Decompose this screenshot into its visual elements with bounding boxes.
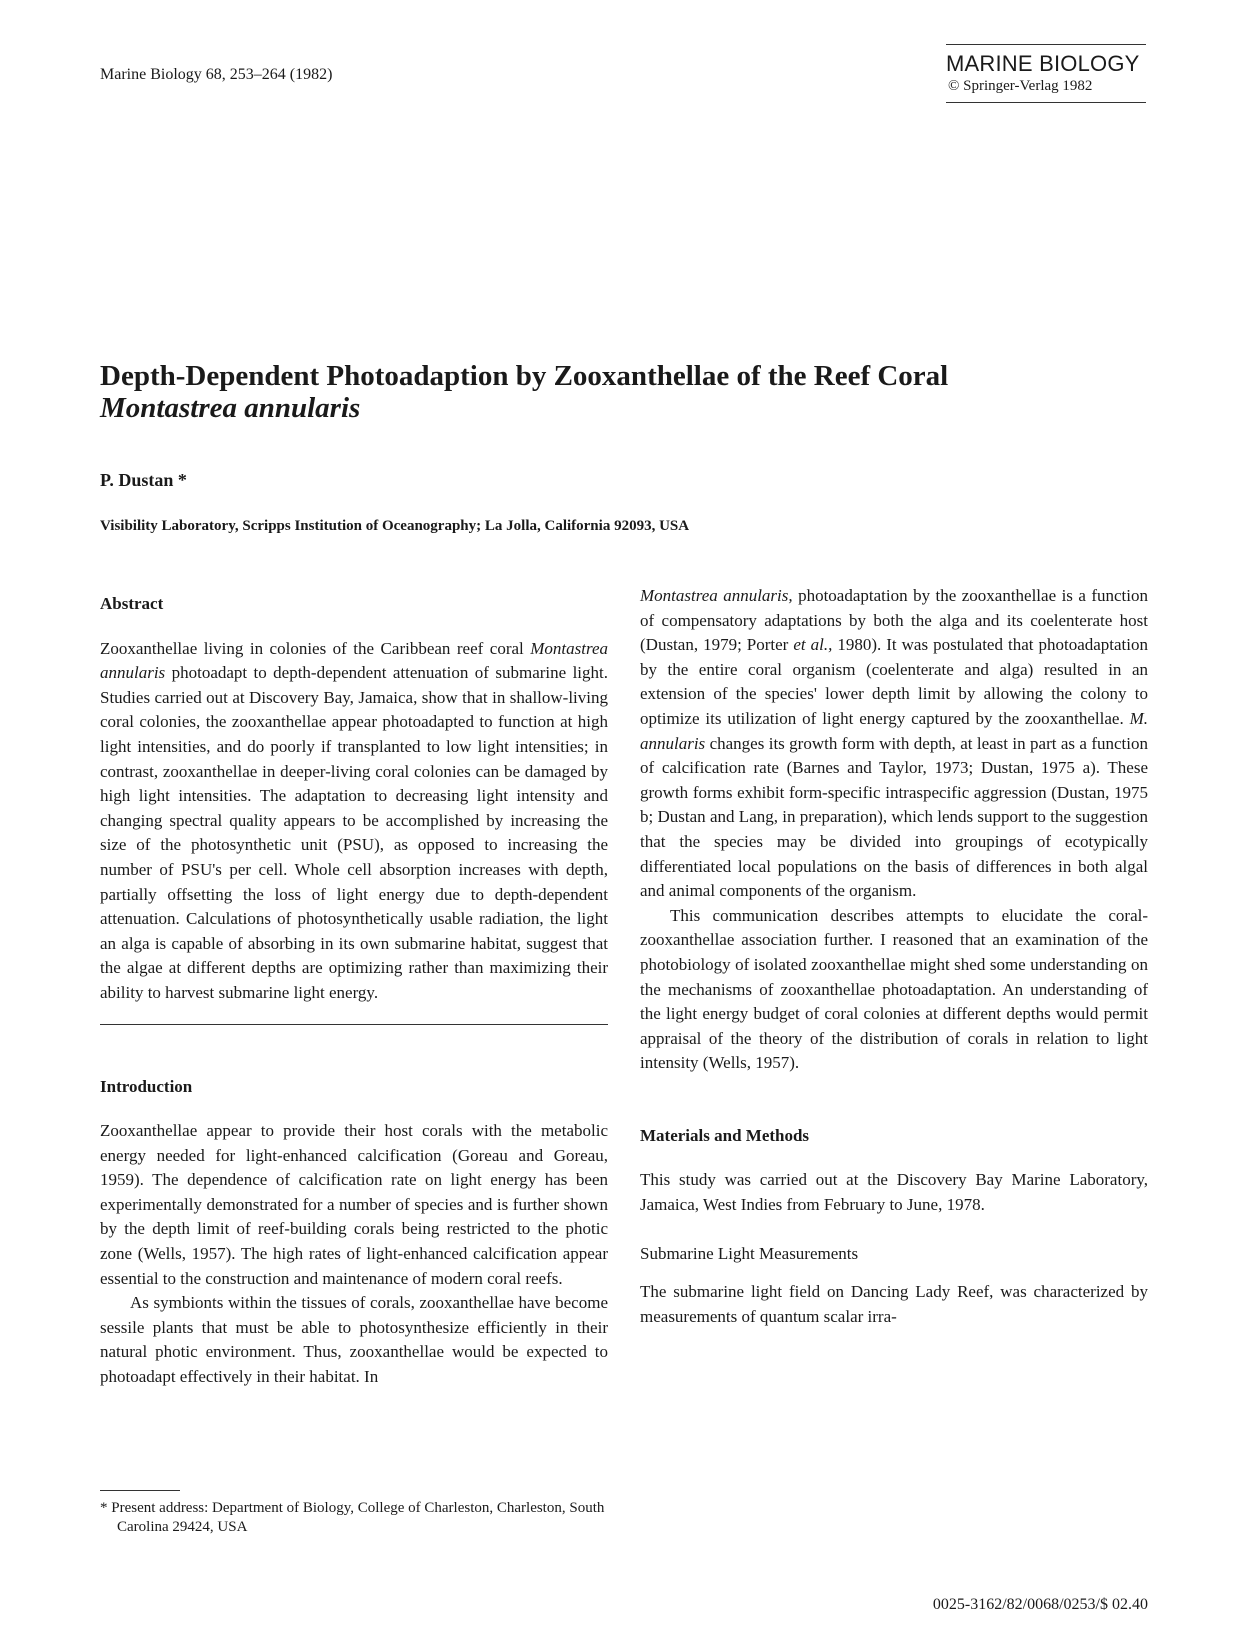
introduction-paragraph: This communication describes attempts to elucidate the coral-zooxanthellae association further. I reasoned that an examination of the photobiology of isolated zooxanthellae might shed some understanding on the mechanisms of zooxanthellae photoadaptation. An understanding of the light energy budget of coral colonies at different depths would permit appraisal of the theory of the distribution of corals in relation to light intensity (Wells, 1957). bbox=[640, 905, 1148, 1073]
brand-bottom-rule bbox=[946, 102, 1146, 103]
abstract-heading: Abstract bbox=[100, 594, 164, 613]
footnote-rule bbox=[100, 1490, 180, 1491]
author-name: P. Dustan * bbox=[100, 470, 187, 490]
footnote-text: * Present address: Department of Biology, College of Charleston, Charleston, South Carolina 29424, USA bbox=[100, 1500, 605, 1535]
brand-top-rule bbox=[946, 44, 1146, 45]
title-species: Montastrea annularis bbox=[100, 392, 361, 424]
introduction-paragraph: Zooxanthellae appear to provide their host corals with the metabolic energy needed for light-enhanced calcification (Goreau and Goreau, 1959). The dependence of calcification rate on light energy has been experimentally demonstrated for a number of species and is further shown by the depth limit of reef-building corals being restricted to the photic zone (Wells, 1957). The high rates of light-enhanced calcification appear essential to the construction and maintenance of modern coral reefs. bbox=[100, 1121, 608, 1288]
journal-citation: Marine Biology 68, 253–264 (1982) bbox=[100, 66, 333, 83]
journal-brand bbox=[946, 44, 1146, 103]
copyright-notice: © Springer-Verlag 1982 bbox=[948, 78, 1093, 94]
paper-title bbox=[100, 360, 1150, 424]
introduction-paragraph-continued: Montastrea annularis, photoadaptation by the zooxanthellae is a function of compensatory adaptations by both the alga and its coelenterate host (Dustan, 1979; Porter et al., 1980). It was postulated that photoadaptation by the entire coral organism (coelenterate and alga) resulted in an extension of the species' lower depth limit by allowing the colony to optimize its utilization of light energy captured by the zooxanthellae. M. annularis changes its growth form with depth, at least in part as a function of calcification rate (Barnes and Taylor, 1973; Dustan, 1975 a). These growth forms exhibit form-specific intraspecific aggression (Dustan, 1975 b; Dustan and Lang, in preparation), which lends support to the suggestion that the species may be divided into groupings of ecotypically differentiated local populations on the basis of differences in both algal and animal components of the organism. bbox=[640, 586, 1149, 901]
introduction-paragraph: As symbionts within the tissues of corals, zooxanthellae have become sessile plants that must be able to photosynthesize efficiently in their natural photic environment. Thus, zooxanthellae would be expected to photoadapt effectively in their habitat. In bbox=[100, 1293, 608, 1387]
methods-subheading: Submarine Light Measurements bbox=[640, 1243, 859, 1263]
title-main: Depth-Dependent Photoadaption by Zooxanthellae of the Reef Coral bbox=[100, 360, 949, 392]
footnote bbox=[100, 1490, 608, 1537]
methods-paragraph: This study was carried out at the Discovery Bay Marine Laboratory, Jamaica, West Indies from February to June, 1978. bbox=[640, 1170, 1148, 1215]
journal-name: MARINE BIOLOGY bbox=[946, 51, 1140, 76]
abstract-text: Zooxanthellae living in colonies of the Caribbean reef coral Montastrea annularis photoadapt to depth-dependent attenuation of submarine light. Studies carried out at Discovery Bay, Jamaica, show that in shallow-living coral colonies, the zooxanthellae appear photoadapted to function at high light intensities, and do poorly if transplanted to low light intensities; in contrast, zooxanthellae in deeper-living coral colonies can be damaged by high light intensities. The adaptation to decreasing light intensity and changing spectral quality appears to be accomplished by increasing the size of the photosynthetic unit (PSU), as opposed to increasing the number of PSU's per cell. Whole cell absorption increases with depth, partially offsetting the loss of light energy due to depth-dependent attenuation. Calculations of photosynthetically usable radiation, the light an alga is capable of absorbing in its own submarine habitat, suggest that the algae at different depths are optimizing rather than maximizing their ability to harvest submarine light energy. bbox=[100, 638, 608, 1002]
left-column bbox=[100, 592, 608, 1390]
right-column bbox=[640, 584, 1148, 1329]
introduction-heading: Introduction bbox=[100, 1076, 193, 1096]
abstract-rule bbox=[100, 1024, 608, 1025]
methods-heading: Materials and Methods bbox=[640, 1125, 810, 1145]
methods-paragraph: The submarine light field on Dancing Lady Reef, was characterized by measurements of quantum scalar irra- bbox=[640, 1282, 1148, 1326]
author-affiliation: Visibility Laboratory, Scripps Institution of Oceanography; La Jolla, California 92093, USA bbox=[100, 518, 690, 534]
article-code: 0025-3162/82/0068/0253/$ 02.40 bbox=[932, 1596, 1148, 1613]
